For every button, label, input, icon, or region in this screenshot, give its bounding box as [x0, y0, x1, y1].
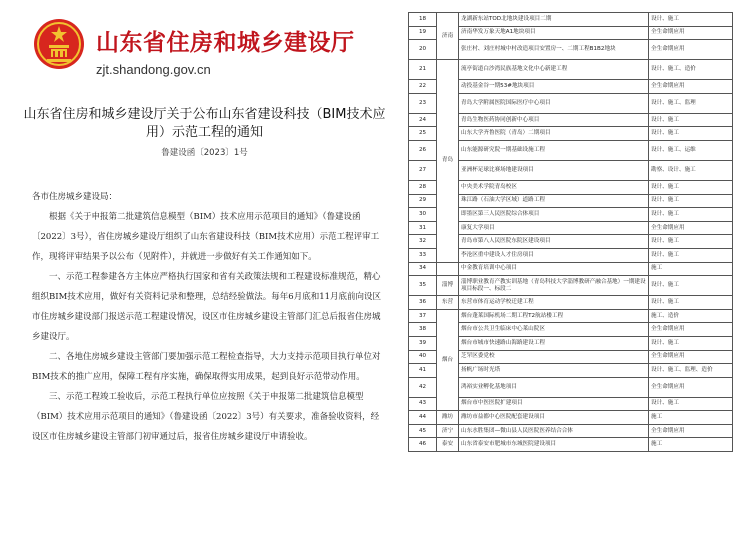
department-name: 山东省住房和城乡建设厅 [96, 30, 355, 56]
application-scope: 设计、施工、运维 [649, 140, 733, 160]
project-name: 中金教育培训中心项目 [459, 262, 649, 276]
row-number: 27 [409, 160, 437, 180]
project-name: 山东省泰安市肥城市东城医院建设项目 [459, 438, 649, 452]
row-number: 30 [409, 208, 437, 222]
department-url[interactable]: zjt.shandong.gov.cn [96, 62, 211, 77]
project-name: 潍坊市益都中心医院配套建设项目 [459, 411, 649, 425]
application-scope: 施工、造价 [649, 309, 733, 323]
application-scope: 全生命期应用 [649, 221, 733, 235]
table-row [409, 262, 733, 276]
project-name: 李沧区重中建设人才住房项目 [459, 248, 649, 262]
project-name: 亚洲杯足球比赛场地建设项目 [459, 160, 649, 180]
row-number: 23 [409, 93, 437, 113]
project-name: 烟台市公共卫生临床中心莱山院区 [459, 323, 649, 337]
project-name: 即墨区第三人民医院综合体项目 [459, 208, 649, 222]
row-number: 35 [409, 276, 437, 296]
city-cell: 烟台 [437, 309, 459, 411]
row-number: 18 [409, 13, 437, 27]
project-name: 龙湖新东站TOD北地块建设项目二期 [459, 13, 649, 27]
row-number: 34 [409, 262, 437, 276]
table-row [409, 60, 733, 80]
application-scope: 全生命期应用 [649, 26, 733, 40]
notice-title: 山东省住房和城乡建设厅关于公布山东省建设科技（BIM技术应用）示范工程的通知 [23, 107, 386, 140]
row-number: 29 [409, 194, 437, 208]
table-row [409, 411, 733, 425]
row-number: 46 [409, 438, 437, 452]
paragraph: 根据《关于申报第二批建筑信息模型（BIM）技术应用示范项目的通知》（鲁建设函〔2022〕3号），省住房城乡建设厅组织了山东省建设科技（BIM技术应用）示范工程评审工作，现将评审结果予以公布（见附件），并就进一步做好有关工作通知如下。 [32, 212, 380, 262]
row-number: 44 [409, 411, 437, 425]
project-name: 动投基金谷一期53#地块项目 [459, 80, 649, 94]
row-number: 28 [409, 180, 437, 194]
application-scope: 设计、施工 [649, 113, 733, 127]
row-number: 41 [409, 364, 437, 378]
project-name: 流亭街道白沙湾民族基地文化中心新建工程 [459, 60, 649, 80]
table-row [409, 276, 733, 296]
project-name: 芝罘区委党校 [459, 350, 649, 364]
row-number: 36 [409, 296, 437, 310]
salutation: 各市住房城乡建设局： [32, 192, 118, 202]
application-scope: 设计、施工、造价 [649, 60, 733, 80]
row-number: 21 [409, 60, 437, 80]
application-scope: 设计、施工、监理、造价 [649, 364, 733, 378]
row-number: 25 [409, 127, 437, 141]
row-number: 38 [409, 323, 437, 337]
application-scope: 设计、施工 [649, 235, 733, 249]
row-number: 42 [409, 377, 437, 397]
project-name: 烟台市城市快速路山海路建设工程 [459, 336, 649, 350]
table-row [409, 309, 733, 323]
project-name: 康复大学项目 [459, 221, 649, 235]
project-name: 东营市体育运动学校迁建工程 [459, 296, 649, 310]
application-scope: 施工 [649, 262, 733, 276]
application-scope: 设计、施工 [649, 208, 733, 222]
application-scope: 设计、施工 [649, 194, 733, 208]
city-cell: 济南 [437, 13, 459, 60]
project-name: 山东能源研究院一期基础设施工程 [459, 140, 649, 160]
application-scope: 施工 [649, 411, 733, 425]
row-number: 31 [409, 221, 437, 235]
national-emblem-icon [33, 18, 85, 70]
project-name: 山东大学齐鲁医院（青岛）二期项目 [459, 127, 649, 141]
paragraph: 一、示范工程参建各方主体应严格执行国家和省有关政策法规和工程建设标准规范，精心组织BIM技术应用，做好有关资料记录和整理，总结经验做法。每年6月底和11月底前向设区市住房城乡建设部门报送示范工程建设情况，设区市住房城乡建设主管部门汇总后报省住房城乡建设厅。 [32, 272, 382, 342]
city-cell: 济宁 [437, 424, 459, 438]
row-number: 43 [409, 397, 437, 411]
project-name: 烟台市中医医院扩建项目 [459, 397, 649, 411]
application-scope: 设计、施工 [649, 127, 733, 141]
application-scope: 勘察、设计、施工 [649, 160, 733, 180]
application-scope: 设计、施工 [649, 336, 733, 350]
project-name: 鸿裕实业孵化基地项目 [459, 377, 649, 397]
application-scope: 全生命期应用 [649, 40, 733, 60]
project-name: 张庄村、刘庄村城中村改造项目安置房一、二期工程B1B2地块 [459, 40, 649, 60]
project-name: 烟台蓬莱国际机场二期工程T2航站楼工程 [459, 309, 649, 323]
row-number: 33 [409, 248, 437, 262]
application-scope: 设计、施工 [649, 276, 733, 296]
table-row [409, 13, 733, 27]
row-number: 40 [409, 350, 437, 364]
project-name: 山东水胜集团—微山县人民医院医养结合合体 [459, 424, 649, 438]
row-number: 37 [409, 309, 437, 323]
application-scope: 设计、施工 [649, 180, 733, 194]
row-number: 39 [409, 336, 437, 350]
application-scope: 全生命期应用 [649, 323, 733, 337]
paragraph: 二、各地住房城乡建设主管部门要加强示范工程检查指导，大力支持示范项目执行单位对BIM技术的推广应用，保障工程有序实施，确保取得实用成果，起到良好示范带动作用。 [32, 352, 381, 382]
paragraph: 三、示范工程竣工验收后，示范工程执行单位应按照《关于申报第二批建筑信息模型（BIM）技术应用示范项目的通知》（鲁建设函〔2022〕3号）有关要求，准备验收资料，经设区市住房城乡建设主管部门初审通过后，报省住房城乡建设厅申请验收。 [32, 392, 380, 442]
row-number: 22 [409, 80, 437, 94]
city-cell: 泰安 [437, 438, 459, 452]
project-name: 淄博职业教育产教实训基地（青岛科技大学淄博教研产融合基地）一期建设项目标段一、标段二 [459, 276, 649, 296]
application-scope: 施工 [649, 438, 733, 452]
project-name: 扬帆广场时光塔 [459, 364, 649, 378]
application-scope: 全生命期应用 [649, 377, 733, 397]
application-scope: 设计、施工 [649, 397, 733, 411]
project-name: 中央美术学院青岛校区 [459, 180, 649, 194]
city-cell: 潍坊 [437, 411, 459, 425]
project-name: 济南华发万象天地A1地块项目 [459, 26, 649, 40]
project-table-page [408, 12, 734, 452]
project-name: 珠江路（石油大学区域）道路工程 [459, 194, 649, 208]
table-row [409, 438, 733, 452]
row-number: 19 [409, 26, 437, 40]
city-cell: 东营 [437, 296, 459, 310]
city-cell: 青岛 [437, 60, 459, 262]
application-scope: 设计、施工、监理 [649, 93, 733, 113]
application-scope: 全生命期应用 [649, 80, 733, 94]
table-row [409, 424, 733, 438]
application-scope: 设计、施工 [649, 296, 733, 310]
row-number: 45 [409, 424, 437, 438]
row-number: 32 [409, 235, 437, 249]
application-scope: 设计、施工 [649, 13, 733, 27]
row-number: 20 [409, 40, 437, 60]
application-scope: 设计、施工 [649, 248, 733, 262]
project-table [408, 12, 733, 452]
application-scope: 全生命期应用 [649, 424, 733, 438]
application-scope: 全生命期应用 [649, 350, 733, 364]
table-row [409, 296, 733, 310]
project-name: 青岛生物医药协同创新中心项目 [459, 113, 649, 127]
project-name: 青岛市第八人民医院东院区建设项目 [459, 235, 649, 249]
document-number: 鲁建设函〔2023〕1号 [161, 148, 248, 158]
city-cell: 淄博 [437, 276, 459, 296]
notice-body [32, 187, 384, 447]
row-number: 26 [409, 140, 437, 160]
row-number: 24 [409, 113, 437, 127]
city-cell [437, 262, 459, 276]
project-name: 青岛大学附属医院国际医疗中心项目 [459, 93, 649, 113]
